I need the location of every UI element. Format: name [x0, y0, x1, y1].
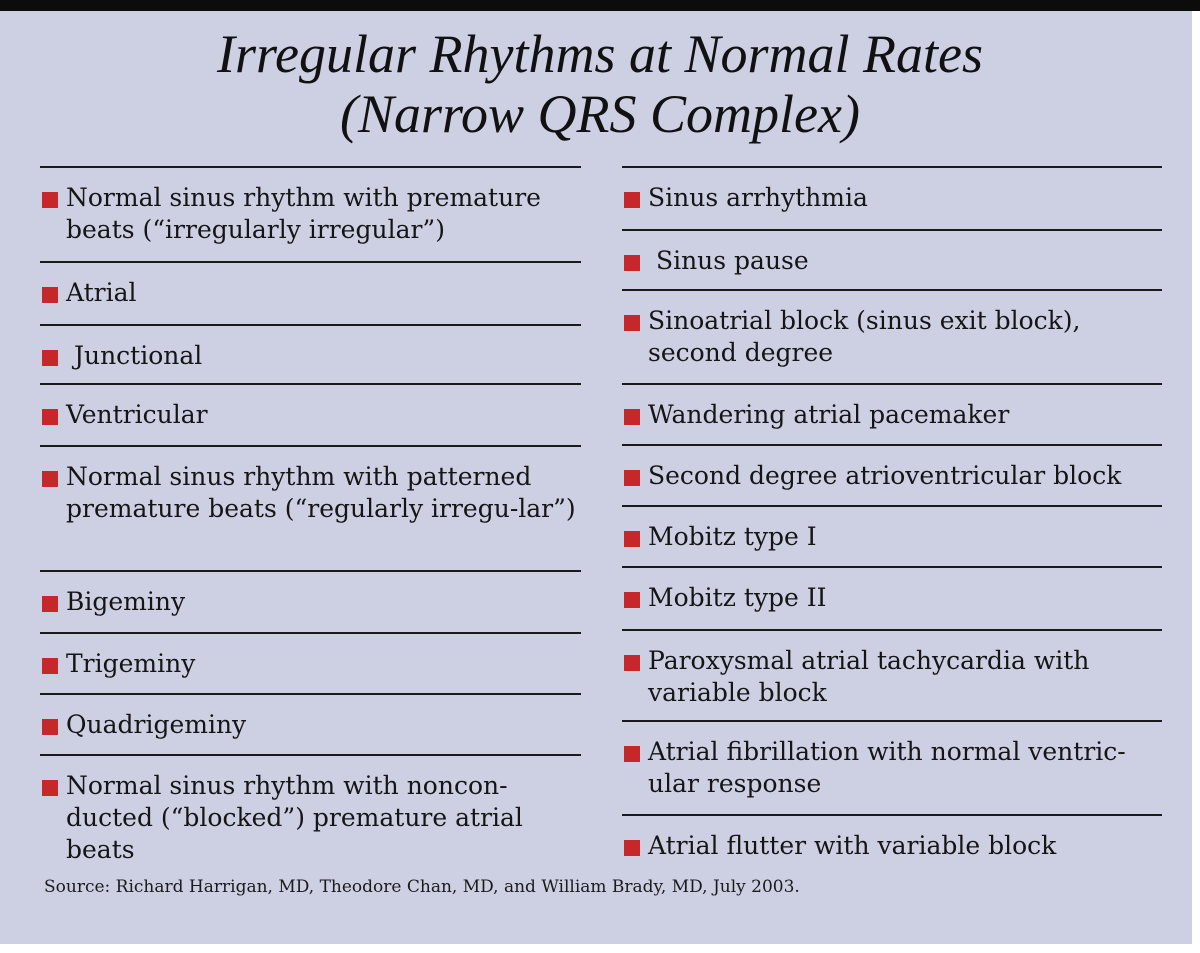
list-item [622, 720, 1162, 814]
list-item [622, 814, 1162, 874]
red-square-bullet-icon [624, 592, 640, 608]
item-label: Normal sinus rhythm with patterned premature beats (“regularly irregu-lar”) [66, 462, 576, 523]
item-label: Atrial fibrillation with normal ventric-ular response [648, 737, 1126, 798]
item-label: Ventricular [66, 400, 208, 429]
item-label: Second degree atrioventricular block [648, 461, 1122, 490]
item-label: Sinus pause [648, 246, 809, 275]
item-label: Atrial [66, 278, 137, 307]
list-item [40, 445, 581, 570]
item-label: Quadrigeminy [66, 710, 247, 739]
top-rule [0, 0, 1200, 11]
red-square-bullet-icon [624, 315, 640, 331]
list-item [622, 383, 1162, 444]
red-square-bullet-icon [624, 655, 640, 671]
item-label: Sinoatrial block (sinus exit block), second degree [648, 306, 1081, 367]
red-square-bullet-icon [624, 409, 640, 425]
red-square-bullet-icon [42, 596, 58, 612]
page-title [0, 24, 1200, 144]
list-item [40, 324, 581, 383]
item-label: Paroxysmal atrial tachycardia with variable block [648, 646, 1090, 707]
title-line-2: (Narrow QRS Complex) [340, 84, 860, 144]
list-item [40, 383, 581, 445]
red-square-bullet-icon [624, 840, 640, 856]
list-item [622, 289, 1162, 383]
list-item [40, 261, 581, 324]
red-square-bullet-icon [624, 746, 640, 762]
item-label: Sinus arrhythmia [648, 183, 868, 212]
item-label: Trigeminy [66, 649, 196, 678]
list-item [622, 166, 1162, 229]
list-item [40, 166, 581, 261]
left-column [40, 166, 581, 866]
red-square-bullet-icon [624, 531, 640, 547]
source-note: Source: Richard Harrigan, MD, Theodore Chan, MD, and William Brady, MD, July 2003. [44, 877, 800, 897]
item-label: Mobitz type I [648, 522, 817, 551]
item-label: Mobitz type II [648, 583, 827, 612]
list-item [40, 570, 581, 632]
red-square-bullet-icon [42, 192, 58, 208]
red-square-bullet-icon [42, 350, 58, 366]
red-square-bullet-icon [42, 471, 58, 487]
item-label: Atrial flutter with variable block [648, 831, 1057, 860]
list-item [40, 693, 581, 754]
list-item [40, 632, 581, 693]
right-column [622, 166, 1162, 874]
title-line-1: Irregular Rhythms at Normal Rates [217, 24, 983, 84]
red-square-bullet-icon [42, 780, 58, 796]
list-item [622, 505, 1162, 566]
list-item [622, 629, 1162, 720]
red-square-bullet-icon [42, 658, 58, 674]
item-label: Normal sinus rhythm with premature beats (“irregularly irregular”) [66, 183, 541, 244]
list-item [40, 754, 581, 866]
list-item [622, 229, 1162, 289]
list-item [622, 566, 1162, 629]
item-label: Normal sinus rhythm with noncon-ducted (“blocked”) premature atrial beats [66, 771, 523, 864]
red-square-bullet-icon [624, 255, 640, 271]
red-square-bullet-icon [42, 409, 58, 425]
list-item [622, 444, 1162, 505]
item-label: Bigeminy [66, 587, 186, 616]
red-square-bullet-icon [42, 287, 58, 303]
item-label: Wandering atrial pacemaker [648, 400, 1010, 429]
item-label: Junctional [66, 341, 203, 370]
red-square-bullet-icon [624, 470, 640, 486]
red-square-bullet-icon [42, 719, 58, 735]
red-square-bullet-icon [624, 192, 640, 208]
